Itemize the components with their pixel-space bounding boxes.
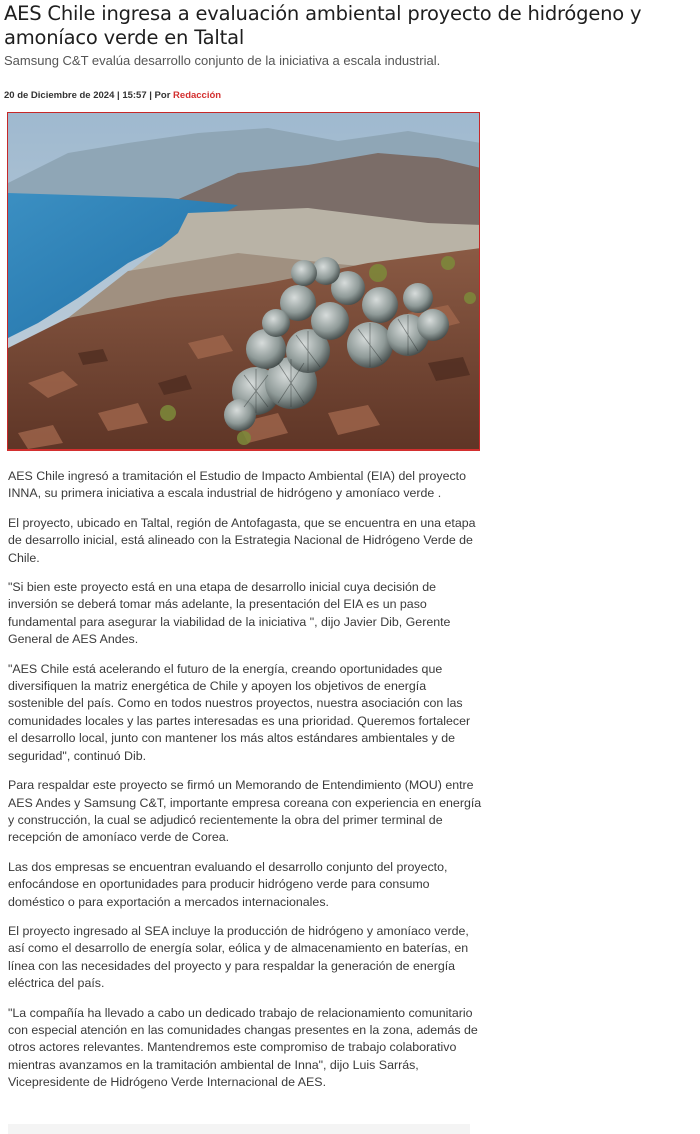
article-meta (4, 90, 221, 101)
article-paragraph: El proyecto, ubicado en Taltal, región de Antofagasta, que se encuentra en una etapa de desarrollo inicial, está alineado con la Estrategia Nacional de Hidrógeno Verde de Chile. (8, 515, 476, 565)
publish-time: 15:57 (122, 90, 147, 101)
publish-date: 20 de Diciembre de 2024 (4, 90, 115, 101)
article-body (8, 468, 482, 1104)
article-paragraph: Las dos empresas se encuentran evaluando el desarrollo conjunto del proyecto, enfocándose en oportunidades para producir hidrógeno verde para consumo doméstico o para exportación a mercados internacionales. (8, 859, 448, 909)
article-paragraph: "AES Chile está acelerando el futuro de la energía, creando oportunidades que diversifiquen la matriz energética de Chile y apoyen los objetivos de energía sostenible del país. Como en todos nuestros proyectos, nuestra asociación con las comunidades locales y las partes interesadas es una prioridad. Queremos fortalecer el desarrollo local, junto con mantener los más altos estándares ambientales y de seguridad", continuó Dib. (8, 661, 471, 763)
article-headline: AES Chile ingresa a evaluación ambiental proyecto de hidrógeno y amoníaco verde en Taltal (4, 2, 642, 49)
article-paragraph: "La compañía ha llevado a cabo un dedicado trabajo de relacionamiento comunitario con especial atención en las comunidades changas presentes en la zona, además de otros actores relevantes. Mantendremos este compromiso de trabajo colaborativo mientras avanzamos en la tramitación ambiental de Inna", dijo Luis Sarrás, Vicepresidente de Hidrógeno Verde Internacional de AES. (8, 1005, 478, 1090)
author-link[interactable]: Redacción (173, 90, 222, 101)
article-paragraph: "Si bien este proyecto está en una etapa de desarrollo inicial cuya decisión de inversión se deberá tomar más adelante, la presentación del EIA es un paso fundamental para asegurar la viabilidad de la iniciativa ", dijo Javier Dib, Gerente General de AES Andes. (8, 580, 451, 647)
bottom-fade-divider (8, 1124, 470, 1134)
article-paragraph: El proyecto ingresado al SEA incluye la producción de hidrógeno y amoníaco verde, así como el desarrollo de energía solar, eólica y de almacenamiento en baterías, en línea con las necesidades del proyecto y para respaldar la generación de energía eléctrica del país. (8, 923, 469, 991)
article-paragraph: AES Chile ingresó a tramitación el Estudio de Impacto Ambiental (EIA) del proyecto INNA, su primera iniciativa a escala industrial de hidrógeno y amoníaco verde . (8, 469, 466, 501)
taltal-coast-cactus-photo (8, 113, 480, 451)
article-photo (7, 112, 480, 451)
article-subtitle: Samsung C&T evalúa desarrollo conjunto de la iniciativa a escala industrial. (4, 53, 441, 68)
meta-separator: | (114, 90, 123, 101)
meta-by: | Por (146, 90, 174, 101)
article-paragraph: Para respaldar este proyecto se firmó un Memorando de Entendimiento (MOU) entre AES Andes y Samsung C&T, importante empresa coreana con experiencia en energía y construcción, la cual se adjudicó recientemente la obra del primer terminal de recepción de amoníaco verde de Corea. (8, 778, 482, 845)
